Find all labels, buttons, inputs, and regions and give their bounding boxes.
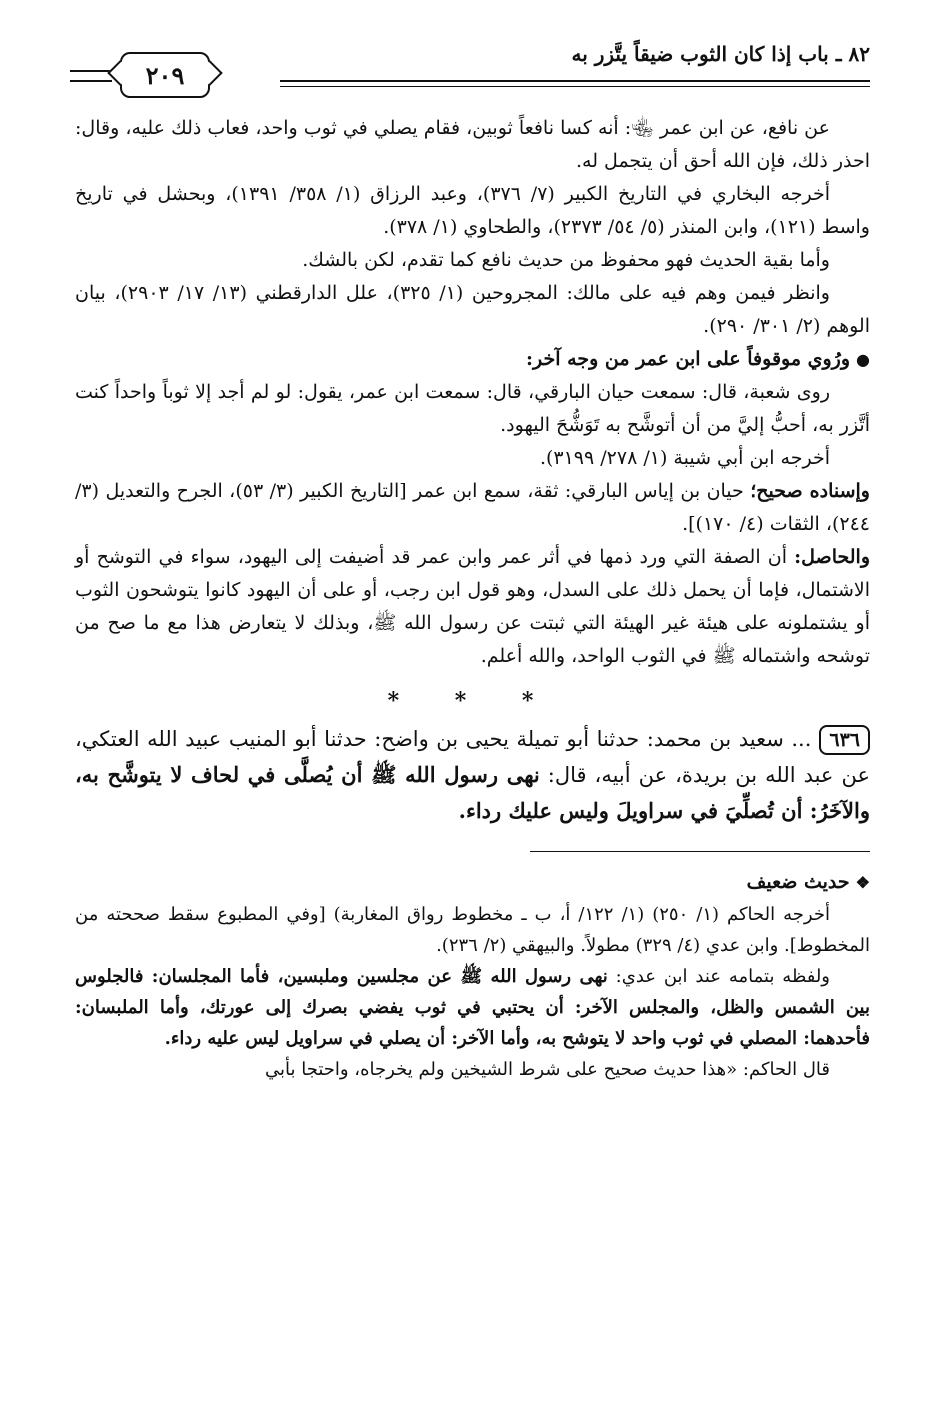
footnote-full-text-matn: نهى رسول الله ﷺ عن مجلسين وملبسين، فأما المجلسان: فالجلوس بين الشمس والظل، والمجلس الآخر: أن يحتبي في ثوب يفضي بصرك إلى عورتك، وأما الملبسان: فأحدهما: المصلي في ثوب واحد لا يتوشح به، وأما الآخر: أن يصلي في سراويل ليس عليه رداء. xyxy=(75,966,870,1049)
grading-label: حديث ضعيف xyxy=(746,871,850,893)
hadith-block xyxy=(75,722,870,829)
conclusion-text: أن الصفة التي ورد ذمها في أثر عمر وابن عمر قد أضيفت إلى اليهود، سواء في التوشح أو الاشتمال، فإما أن يحمل ذلك على السدل، وهو قول ابن رجب، أو على أن اليهود كانوا يتوشحون الثوب أو يشتملونه على هيئة غير الهيئة التي ثبتت عن رسول الله ﷺ، وبذلك لا يتعارض هذا مع ما صح من توشحه واشتماله ﷺ في الثوب الواحد، والله أعلم. xyxy=(75,546,870,667)
page-body xyxy=(75,112,870,1085)
hadith-number: ٦٣٦ xyxy=(819,725,870,755)
hadith-isnad: ... سعيد بن محمد: حدثنا أبو تميلة يحيى بن واضح: حدثنا أبو المنيب عبيد الله العتكي، عن عبد الله بن بريدة، عن أبيه، قال: xyxy=(75,727,870,787)
book-icon: ❖ xyxy=(855,873,870,892)
paragraph-remainder: وأما بقية الحديث فهو محفوظ من حديث نافع كما تقدم، لكن بالشك. xyxy=(302,249,830,271)
footnote-divider xyxy=(530,851,870,852)
paragraph-conclusion xyxy=(75,541,870,673)
isnad-label: وإسناده صحيح؛ xyxy=(750,480,870,502)
footnote-full-text xyxy=(75,961,870,1054)
section-separator: * * * xyxy=(387,688,558,714)
conclusion-label: والحاصل: xyxy=(794,546,870,568)
footnote-hakim: قال الحاكم: «هذا حديث صحيح على شرط الشيخين ولم يخرجاه، واحتجا بأبي xyxy=(265,1059,830,1080)
footnote-takhrij: أخرجه الحاكم (١/ ٢٥٠) (١/ ١٢٢/ أ، ب ـ مخطوط رواق المغاربة) [وفي المطبوع سقط صححته من المخطوط]. وابن عدي (٤/ ٣٢٩) مطولاً. والبيهقي (٢/ ٢٣٦). xyxy=(75,904,870,956)
paragraph-narration: عن نافع، عن ابن عمر ﵄: أنه كسا نافعاً ثوبين، فقام يصلي في ثوب واحد، فعاب ذلك عليه، وقال: احذر ذلك، فإن الله أحق أن يتجمل له. xyxy=(75,117,870,172)
header-ornament-lines xyxy=(70,70,112,82)
isnad-text: حيان بن إياس البارقي: ثقة، سمع ابن عمر [التاريخ الكبير (٣/ ٥٣)، الجرح والتعديل (٣/ ٢٤٤)، الثقات (٤/ ١٧٠)]. xyxy=(75,480,870,535)
paragraph-see-also: وانظر فيمن وهم فيه على مالك: المجروحين (١/ ٣٢٥)، علل الدارقطني (١٣/ ١٧/ ٢٩٠٣)، بيان الوهم (٢/ ٣٠١/ ٢٩٠). xyxy=(75,282,870,337)
section-heading-text: ورُوي موقوفاً على ابن عمر من وجه آخر: xyxy=(526,348,851,370)
grading-line xyxy=(75,866,870,899)
paragraph-mawquf: روى شعبة، قال: سمعت حيان البارقي، قال: سمعت ابن عمر، يقول: لو لم أجد إلا ثوباً واحداً كنت أتَّزر به، أحبُّ إليَّ من أن أتوشَّح به تَوَشُّحَ اليهود. xyxy=(75,381,870,436)
page-header xyxy=(70,40,870,100)
chapter-title: ٨٢ ـ باب إذا كان الثوب ضيقاً يتَّزر به xyxy=(571,42,870,66)
header-rule xyxy=(280,80,870,87)
bullet-icon: ● xyxy=(856,350,870,369)
paragraph-takhrij: أخرجه البخاري في التاريخ الكبير (٧/ ٣٧٦)، وعبد الرزاق (١/ ٣٥٨/ ١٣٩١)، وبحشل في تاريخ واسط (١٢١)، وابن المنذر (٥/ ٥٤/ ٢٣٧٣)، والطحاوي (١/ ٣٧٨). xyxy=(75,183,870,238)
paragraph-isnad xyxy=(75,475,870,541)
section-heading xyxy=(75,343,870,376)
paragraph-mawquf-takhrij: أخرجه ابن أبي شيبة (١/ ٢٧٨/ ٣١٩٩). xyxy=(539,447,830,469)
page-number: ٢٠٩ xyxy=(120,52,210,98)
hadith-matn: نهى رسول الله ﷺ أن يُصلَّى في لحاف لا يتوشَّح به، والآخَرُ: أن تُصلِّيَ في سراويلَ وليس عليك رداء. xyxy=(75,762,870,823)
footnote-full-text-intro: ولفظه بتمامه عند ابن عدي: xyxy=(607,966,831,987)
